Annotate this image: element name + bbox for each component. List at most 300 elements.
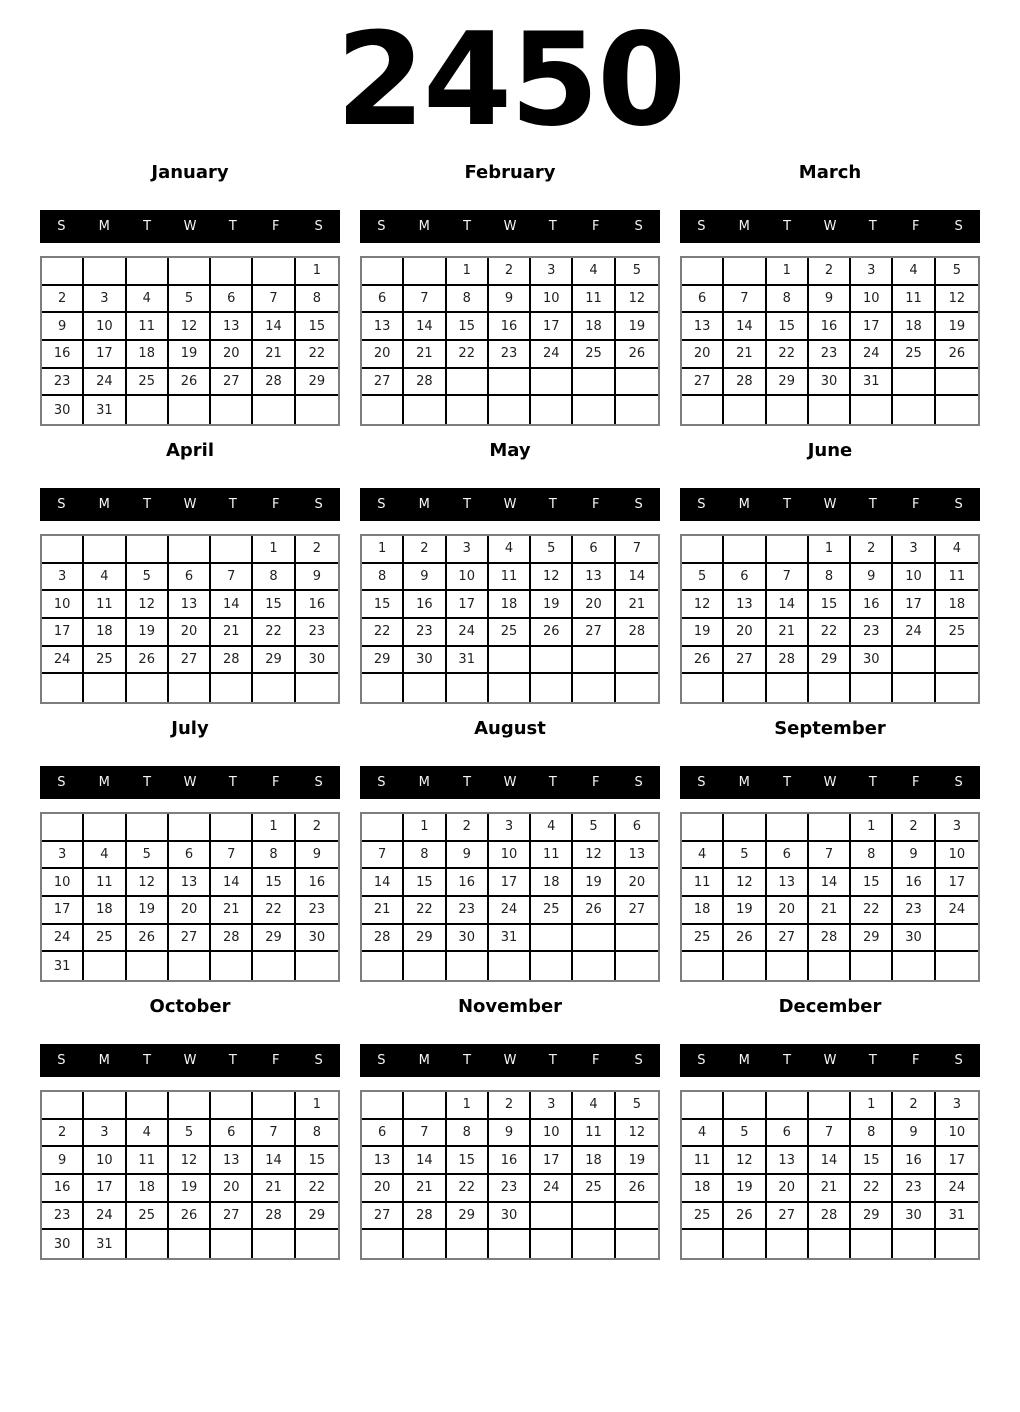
empty-day-cell: [253, 1092, 295, 1120]
day-cell: 14: [362, 869, 404, 897]
day-cell: 16: [296, 591, 338, 619]
empty-day-cell: [362, 674, 404, 702]
weekday-label: S: [697, 497, 706, 512]
day-cell: 5: [127, 842, 169, 870]
day-cell: 4: [531, 814, 573, 842]
weekday-label: F: [591, 219, 600, 234]
day-cell: 26: [616, 1175, 658, 1203]
day-cell: 30: [296, 647, 338, 675]
empty-day-cell: [724, 674, 766, 702]
empty-day-cell: [84, 674, 126, 702]
day-cell: 26: [616, 341, 658, 369]
day-cell: 12: [936, 286, 978, 314]
empty-day-cell: [447, 674, 489, 702]
day-cell: 2: [42, 286, 84, 314]
empty-day-cell: [682, 952, 724, 980]
day-cell: 16: [447, 869, 489, 897]
day-cell: 27: [362, 1203, 404, 1231]
empty-day-cell: [724, 396, 766, 424]
day-cell: 17: [531, 313, 573, 341]
day-cell: 14: [253, 1147, 295, 1175]
weekday-label: T: [463, 775, 472, 790]
day-cell: 1: [362, 536, 404, 564]
day-cell: 4: [489, 536, 531, 564]
weekday-label: M: [98, 775, 110, 790]
day-cell: 28: [253, 1203, 295, 1231]
day-cell: 24: [531, 341, 573, 369]
day-cell: 25: [127, 369, 169, 397]
weekday-label: F: [911, 219, 920, 234]
day-cell: 10: [531, 1120, 573, 1148]
day-cell: 5: [573, 814, 615, 842]
month-block: [360, 160, 660, 438]
weekday-label: F: [591, 1053, 600, 1068]
day-cell: 14: [211, 591, 253, 619]
empty-day-cell: [253, 258, 295, 286]
empty-day-cell: [767, 536, 809, 564]
day-cell: 2: [893, 814, 935, 842]
day-cell: 29: [296, 369, 338, 397]
day-cell: 2: [893, 1092, 935, 1120]
empty-day-cell: [253, 1230, 295, 1258]
empty-day-cell: [767, 1230, 809, 1258]
empty-day-cell: [169, 1092, 211, 1120]
weekday-label: M: [418, 1053, 430, 1068]
day-cell: 18: [893, 313, 935, 341]
day-cell: 16: [42, 1175, 84, 1203]
empty-day-cell: [127, 1092, 169, 1120]
day-cell: 25: [682, 1203, 724, 1231]
day-cell: 5: [724, 1120, 766, 1148]
weekday-label: M: [418, 219, 430, 234]
day-cell: 9: [404, 564, 446, 592]
empty-day-cell: [489, 674, 531, 702]
day-cell: 29: [362, 647, 404, 675]
day-cell: 13: [169, 591, 211, 619]
day-cell: 15: [296, 313, 338, 341]
day-cell: 22: [296, 341, 338, 369]
weekday-label: S: [634, 775, 643, 790]
day-cell: 10: [936, 1120, 978, 1148]
weekday-label: S: [57, 1053, 66, 1068]
day-cell: 6: [767, 1120, 809, 1148]
empty-day-cell: [42, 536, 84, 564]
weekday-header-row: [360, 766, 660, 799]
empty-day-cell: [809, 396, 851, 424]
day-cell: 8: [447, 286, 489, 314]
day-cell: 29: [767, 369, 809, 397]
day-cell: 23: [893, 897, 935, 925]
day-cell: 15: [767, 313, 809, 341]
day-cell: 21: [404, 341, 446, 369]
day-cell: 13: [362, 1147, 404, 1175]
day-cell: 23: [809, 341, 851, 369]
weekday-label: W: [503, 219, 517, 234]
weekday-label: S: [954, 219, 963, 234]
day-cell: 3: [84, 1120, 126, 1148]
empty-day-cell: [84, 536, 126, 564]
empty-day-cell: [42, 674, 84, 702]
day-cell: 10: [893, 564, 935, 592]
day-cell: 9: [447, 842, 489, 870]
empty-day-cell: [531, 925, 573, 953]
weekday-label: S: [57, 775, 66, 790]
empty-day-cell: [169, 1230, 211, 1258]
day-cell: 24: [42, 647, 84, 675]
day-cell: 6: [362, 286, 404, 314]
empty-day-cell: [531, 647, 573, 675]
day-cell: 21: [404, 1175, 446, 1203]
month-block: [360, 438, 660, 716]
day-cell: 12: [169, 1147, 211, 1175]
day-cell: 28: [404, 369, 446, 397]
day-cell: 13: [211, 1147, 253, 1175]
day-cell: 18: [682, 897, 724, 925]
day-cell: 23: [489, 1175, 531, 1203]
day-cell: 4: [682, 842, 724, 870]
day-cell: 25: [84, 925, 126, 953]
month-title: March: [798, 162, 862, 183]
month-block: [40, 716, 340, 994]
empty-day-cell: [936, 647, 978, 675]
empty-day-cell: [573, 647, 615, 675]
day-cell: 1: [851, 814, 893, 842]
day-cell: 10: [489, 842, 531, 870]
day-cell: 29: [809, 647, 851, 675]
empty-day-cell: [404, 674, 446, 702]
day-cell: 7: [211, 564, 253, 592]
day-cell: 9: [296, 842, 338, 870]
day-cell: 21: [724, 341, 766, 369]
weekday-header-row: [40, 488, 340, 521]
weekday-label: T: [228, 775, 237, 790]
empty-day-cell: [211, 536, 253, 564]
day-cell: 13: [616, 842, 658, 870]
day-cell: 10: [851, 286, 893, 314]
weekday-label: T: [783, 219, 792, 234]
day-cell: 2: [404, 536, 446, 564]
weekday-header-row: [680, 1044, 980, 1077]
date-grid: [680, 534, 980, 704]
weekday-label: W: [823, 219, 837, 234]
empty-day-cell: [127, 258, 169, 286]
day-cell: 5: [616, 1092, 658, 1120]
day-cell: 2: [489, 1092, 531, 1120]
day-cell: 3: [489, 814, 531, 842]
day-cell: 26: [724, 1203, 766, 1231]
day-cell: 2: [296, 814, 338, 842]
empty-day-cell: [84, 952, 126, 980]
day-cell: 22: [253, 619, 295, 647]
day-cell: 6: [767, 842, 809, 870]
empty-day-cell: [616, 1203, 658, 1231]
weekday-label: M: [418, 497, 430, 512]
day-cell: 4: [936, 536, 978, 564]
day-cell: 9: [42, 313, 84, 341]
weekday-label: S: [377, 1053, 386, 1068]
day-cell: 19: [616, 313, 658, 341]
day-cell: 10: [42, 591, 84, 619]
day-cell: 3: [531, 258, 573, 286]
weekday-label: F: [911, 1053, 920, 1068]
day-cell: 8: [253, 842, 295, 870]
day-cell: 30: [893, 1203, 935, 1231]
day-cell: 24: [84, 369, 126, 397]
day-cell: 6: [169, 842, 211, 870]
day-cell: 20: [682, 341, 724, 369]
day-cell: 25: [84, 647, 126, 675]
weekday-label: T: [143, 219, 152, 234]
date-grid: [40, 534, 340, 704]
empty-day-cell: [767, 396, 809, 424]
day-cell: 29: [447, 1203, 489, 1231]
day-cell: 4: [84, 564, 126, 592]
day-cell: 24: [851, 341, 893, 369]
day-cell: 21: [253, 1175, 295, 1203]
day-cell: 5: [169, 1120, 211, 1148]
day-cell: 18: [573, 313, 615, 341]
day-cell: 31: [851, 369, 893, 397]
weekday-label: W: [503, 497, 517, 512]
day-cell: 27: [767, 925, 809, 953]
day-cell: 29: [404, 925, 446, 953]
weekday-label: M: [738, 775, 750, 790]
weekday-label: T: [228, 1053, 237, 1068]
day-cell: 8: [767, 286, 809, 314]
day-cell: 20: [211, 341, 253, 369]
day-cell: 24: [489, 897, 531, 925]
day-cell: 20: [169, 897, 211, 925]
day-cell: 15: [809, 591, 851, 619]
weekday-header-row: [40, 1044, 340, 1077]
day-cell: 12: [169, 313, 211, 341]
day-cell: 25: [573, 1175, 615, 1203]
empty-day-cell: [682, 258, 724, 286]
day-cell: 15: [851, 869, 893, 897]
day-cell: 20: [211, 1175, 253, 1203]
empty-day-cell: [211, 1092, 253, 1120]
empty-day-cell: [809, 952, 851, 980]
day-cell: 17: [42, 619, 84, 647]
weekday-label: S: [57, 219, 66, 234]
day-cell: 23: [489, 341, 531, 369]
empty-day-cell: [404, 258, 446, 286]
day-cell: 22: [296, 1175, 338, 1203]
day-cell: 15: [253, 591, 295, 619]
weekday-label: F: [271, 775, 280, 790]
day-cell: 3: [42, 564, 84, 592]
day-cell: 17: [531, 1147, 573, 1175]
empty-day-cell: [296, 952, 338, 980]
empty-day-cell: [447, 396, 489, 424]
day-cell: 13: [211, 313, 253, 341]
day-cell: 11: [489, 564, 531, 592]
empty-day-cell: [682, 674, 724, 702]
day-cell: 2: [489, 258, 531, 286]
weekday-label: S: [314, 1053, 323, 1068]
day-cell: 16: [893, 1147, 935, 1175]
date-grid: [40, 256, 340, 426]
weekday-label: M: [98, 219, 110, 234]
day-cell: 27: [211, 369, 253, 397]
day-cell: 16: [489, 1147, 531, 1175]
day-cell: 27: [211, 1203, 253, 1231]
empty-day-cell: [893, 674, 935, 702]
day-cell: 26: [127, 925, 169, 953]
day-cell: 9: [893, 842, 935, 870]
empty-day-cell: [362, 1230, 404, 1258]
day-cell: 15: [296, 1147, 338, 1175]
empty-day-cell: [211, 258, 253, 286]
month-block: [40, 438, 340, 716]
day-cell: 5: [724, 842, 766, 870]
day-cell: 14: [767, 591, 809, 619]
day-cell: 13: [767, 869, 809, 897]
day-cell: 3: [936, 1092, 978, 1120]
weekday-label: M: [738, 219, 750, 234]
day-cell: 1: [253, 536, 295, 564]
day-cell: 6: [573, 536, 615, 564]
date-grid: [360, 256, 660, 426]
day-cell: 6: [169, 564, 211, 592]
weekday-label: M: [738, 1053, 750, 1068]
day-cell: 30: [404, 647, 446, 675]
day-cell: 19: [682, 619, 724, 647]
day-cell: 29: [851, 1203, 893, 1231]
weekday-label: T: [548, 775, 557, 790]
empty-day-cell: [211, 1230, 253, 1258]
weekday-label: S: [634, 497, 643, 512]
day-cell: 20: [616, 869, 658, 897]
day-cell: 8: [253, 564, 295, 592]
empty-day-cell: [84, 258, 126, 286]
day-cell: 29: [253, 925, 295, 953]
empty-day-cell: [447, 1230, 489, 1258]
day-cell: 15: [851, 1147, 893, 1175]
day-cell: 10: [936, 842, 978, 870]
day-cell: 9: [809, 286, 851, 314]
month-title: October: [149, 996, 231, 1017]
day-cell: 6: [211, 286, 253, 314]
day-cell: 26: [169, 369, 211, 397]
day-cell: 4: [893, 258, 935, 286]
day-cell: 13: [573, 564, 615, 592]
empty-day-cell: [84, 814, 126, 842]
empty-day-cell: [531, 674, 573, 702]
day-cell: 10: [531, 286, 573, 314]
empty-day-cell: [211, 396, 253, 424]
day-cell: 23: [851, 619, 893, 647]
day-cell: 7: [767, 564, 809, 592]
day-cell: 19: [573, 869, 615, 897]
day-cell: 27: [169, 925, 211, 953]
day-cell: 22: [362, 619, 404, 647]
day-cell: 3: [42, 842, 84, 870]
empty-day-cell: [724, 536, 766, 564]
weekday-label: T: [463, 219, 472, 234]
empty-day-cell: [573, 396, 615, 424]
day-cell: 11: [531, 842, 573, 870]
empty-day-cell: [404, 952, 446, 980]
day-cell: 12: [616, 1120, 658, 1148]
weekday-label: F: [591, 497, 600, 512]
day-cell: 11: [84, 869, 126, 897]
weekday-label: T: [868, 219, 877, 234]
weekday-label: S: [954, 775, 963, 790]
empty-day-cell: [404, 396, 446, 424]
empty-day-cell: [809, 674, 851, 702]
month-block: [40, 994, 340, 1272]
day-cell: 22: [447, 341, 489, 369]
day-cell: 3: [936, 814, 978, 842]
empty-day-cell: [362, 258, 404, 286]
day-cell: 19: [127, 619, 169, 647]
date-grid: [680, 812, 980, 982]
day-cell: 12: [616, 286, 658, 314]
day-cell: 21: [253, 341, 295, 369]
weekday-header-row: [680, 766, 980, 799]
day-cell: 22: [767, 341, 809, 369]
empty-day-cell: [936, 369, 978, 397]
day-cell: 10: [84, 1147, 126, 1175]
day-cell: 12: [127, 591, 169, 619]
day-cell: 30: [42, 1230, 84, 1258]
day-cell: 23: [296, 619, 338, 647]
day-cell: 19: [169, 341, 211, 369]
day-cell: 5: [682, 564, 724, 592]
empty-day-cell: [127, 674, 169, 702]
day-cell: 9: [489, 286, 531, 314]
weekday-label: W: [503, 1053, 517, 1068]
weekday-label: S: [697, 219, 706, 234]
weekday-label: S: [377, 219, 386, 234]
empty-day-cell: [531, 952, 573, 980]
weekday-label: T: [143, 1053, 152, 1068]
empty-day-cell: [616, 674, 658, 702]
day-cell: 15: [362, 591, 404, 619]
month-title: December: [778, 996, 882, 1017]
day-cell: 15: [404, 869, 446, 897]
empty-day-cell: [42, 814, 84, 842]
month-title: June: [807, 440, 853, 461]
day-cell: 14: [809, 1147, 851, 1175]
date-grid: [360, 534, 660, 704]
day-cell: 13: [724, 591, 766, 619]
day-cell: 8: [296, 286, 338, 314]
weekday-label: M: [418, 775, 430, 790]
day-cell: 3: [893, 536, 935, 564]
empty-day-cell: [489, 647, 531, 675]
empty-day-cell: [809, 1092, 851, 1120]
empty-day-cell: [253, 396, 295, 424]
day-cell: 1: [447, 258, 489, 286]
empty-day-cell: [616, 952, 658, 980]
day-cell: 6: [616, 814, 658, 842]
empty-day-cell: [362, 1092, 404, 1120]
empty-day-cell: [573, 952, 615, 980]
day-cell: 6: [362, 1120, 404, 1148]
empty-day-cell: [169, 396, 211, 424]
day-cell: 2: [296, 536, 338, 564]
empty-day-cell: [682, 1092, 724, 1120]
day-cell: 28: [809, 925, 851, 953]
day-cell: 11: [682, 869, 724, 897]
day-cell: 26: [936, 341, 978, 369]
day-cell: 25: [573, 341, 615, 369]
day-cell: 18: [127, 341, 169, 369]
day-cell: 16: [851, 591, 893, 619]
day-cell: 5: [531, 536, 573, 564]
